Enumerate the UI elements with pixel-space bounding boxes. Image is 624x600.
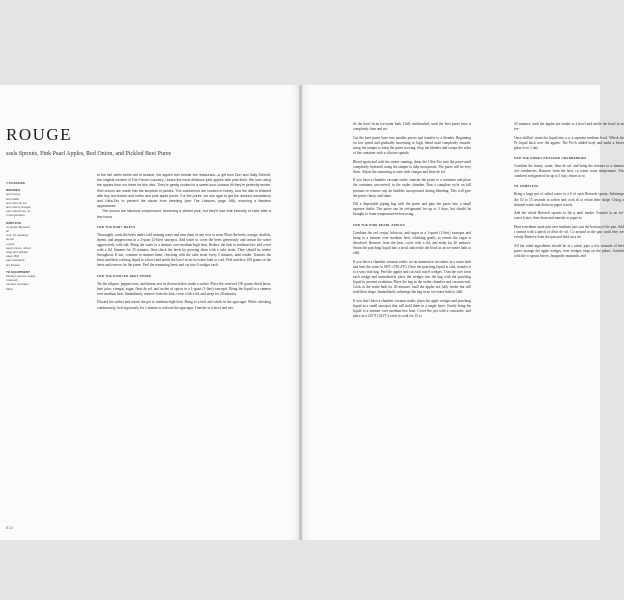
sidebar-ingredient: d oil, for sautéing <box>6 233 29 238</box>
sidebar-ingredient: ary flowers <box>6 262 20 267</box>
sidebar-heading: BERRIES <box>6 188 21 193</box>
sidebar-ingredient: ams sherry vinegar <box>6 205 31 210</box>
sidebar-heading: TE EQUIPMENT <box>6 269 31 274</box>
body-paragraph: If you have a chamber vacuum sealer, transfer the puree to a container and place the container, uncovered, in the sealer chamber. Run a complete cycle on full pressure to remove any air bubbles incorporated during blending. This will give the puree clarity and shine. <box>353 178 471 198</box>
left-page <box>0 85 300 540</box>
body-paragraph: Combine the red verjus, hibiscus, and sugar in a 1-quart (1-liter) saucepot and bring to a simmer over medium heat, whisking gently to ensure the sugar is dissolved. Remove from the heat, cover with a lid, and steep for 20 minutes. Strain the poaching liquid into a bowl and nestle the bowl in an ice-water bath to chill. <box>353 230 471 255</box>
page-folio: 8 10 <box>6 526 13 530</box>
sidebar-ingredient: rings and pickled <box>6 250 28 255</box>
body-paragraph: Fill a disposable piping bag with the puree and pipe the puree into a small squeeze bottle. The puree can be refrigerated for up to 2 days, but should be brought to room temperature before using. <box>353 202 471 217</box>
sidebar-ingredient: e juice <box>6 241 15 246</box>
body-paragraph: tle the bowl in an ice-water bath. Chill, undisturbed, until the beet puree base is completely firm and set. <box>353 122 471 132</box>
sidebar-ingredient: de sel <box>6 237 14 242</box>
intro-paragraph: In the fall, when beets are in season, the apples free beside the restaurant—a gift from Don and Sally Schmitt, the original owners of The French Laundry—bears the most delicious pink apples with pink flesh. We love using the apples from our trees for this dish. They're gently cooked in a sweet-sour cuisson till they're perfectly tender. Red onions are made into the simplest of pickles. The cranberries are cooked in honey, and the dish is finished with tiny red leaves and herbs and pink apple puree. For the puree, we use agar to get the desired consistency and Ultra-Tex to prevent the sauce from bleeding (see The Liaisons, page 198), ensuring a flawless appearance. <box>97 173 271 209</box>
body-paragraph: Blend again and with the motor running, shear the Ultra-Tex into the puree until completely hydrated, using the tamper to help incorporate. The puree will be very thick. Adjust the seasoning to taste with vinegar and fleur de sel. <box>353 159 471 174</box>
body-paragraph: If you don't have a chamber vacuum sealer, place the apple wedges and poaching liquid in a small saucepot that will hold them in a single layer. Gently bring the liquid to a simmer over medium-low heat. Cover the pot with a cartouche, and place in a 325°F (163°C) oven to cook for 15 to <box>353 298 471 318</box>
left-body-column <box>97 173 271 314</box>
body-paragraph: All the salad ingredients should be at r salad, pipe a few mounds of beet puree arrange the apple wedges, beet wedges rings on the plates. Garnish with the w sprout leaves, burgundy amaranth, and <box>514 243 624 258</box>
sidebar-ingredient: hamber vacuum sealer <box>6 274 36 279</box>
recipe-subtitle: ssels Sprouts, Pink Pearl Apples, Red Onion, and Pickled Beet Puree <box>6 151 172 157</box>
sidebar-ingredient: m temperature <box>6 213 25 218</box>
body-paragraph: Bring a large pot of salted water to a b of each Brussels sprout. Submerge the 10 to 15 seconds to soften and cook th to retain their shape. Using a skimme water and drain on paper towels. <box>514 192 624 207</box>
body-paragraph: Discard the sachet and return the pot to medium-high heat. Bring to a boil and whisk in the agar-agar. While whisking continuously, boil vigorously for 1 minute to activate the agar-agar. Transfer to a bowl and nes- <box>97 300 271 310</box>
sidebar-ingredient: esh cranberries, at <box>6 209 30 214</box>
body-paragraph: Thoroughly wash the beets under cold running water and trim them of any root or stem. Place the beets, orange, shallots, thyme, and peppercorns in a 2-quart (2-liter) saucepot. Add water to cover the beets generously and season the water aggressively with salt. Bring the water to a simmer over medium-high heat. Reduce the heat to medium-low and cover with a lid. Simmer for 25 minutes, then check the beets by piercing them with a cake tester. They should be tender throughout. If not, continue to simmer them, checking with the cake tester every 5 minutes, until tender. Transfer the beets and their cooking liquid to a bowl and nestle the bowl in an ice-water bath to cool. Peel and dice 100 grams of the beets and reserve for the puree. Peel the remaining beets and cut into 6 wedges each. <box>97 232 271 268</box>
body-paragraph: Tie the allspice, peppercorns, and lemon zest in cheesecloth to make a sachet. Place the reserved 100 grams diced beets, beet juice, vinegar, sugar, fleur de sel, and sachet of spices in a 1-quart (1-liter) saucepot. Bring the liquid to a simmer over medium heat. Immediately remove from the heat, cover with a lid, and steep for 20 minutes. <box>97 281 271 296</box>
body-paragraph: Combine the honey, water, fleur de sel, and bring the mixture to a simmer ove cranberries. Remove from the heat, co warm room temperature. The cranberri refrigerated for up to 1 day; return to ro <box>514 164 624 179</box>
recipe-title: ROUGE <box>6 125 73 144</box>
sidebar-ingredient: ams honey <box>6 192 21 197</box>
section-heading: FOR THE PICKLED BEET PUREE <box>97 273 152 278</box>
sidebar-ingredient: pearl onions, sliced <box>6 245 31 250</box>
sidebar-ingredient: ams fleur de sel <box>6 200 27 205</box>
sidebar-ingredient: ealy amaranth <box>6 258 25 263</box>
ingredient-sidebar <box>6 178 44 291</box>
body-paragraph: Add the whole Brussels sprouts to the p until tender. Transfer to an ice-water b utes, then drain and transfer to paper to <box>514 211 624 221</box>
intro-paragraph: The onions are fabulous compressed, becoming a vibrant pink, but they'll lose that intensity of color after a few hours. <box>97 209 271 219</box>
sidebar-ingredient: bath) <box>6 286 13 291</box>
sidebar-ingredient: sh <box>6 229 10 234</box>
body-paragraph: If you have a chamber vacuum sealer, set an immersion circulator in a water bath and heat the water to 88°C (190.4°F). Once the poaching liquid is cold, transfer it to a sous vide bag. Peel the apples and cut each into 8 wedges. Trim the core from each wedge and immediately place the wedges into the bag with the poaching liquid to prevent oxidation. Place the bag in the sealer chamber and vacuum seal. Cook in the water bath for 20 minutes, until the apples are fully tender but still hold their shape. Immediately submerge the bag in an ice-water bath to chill. <box>353 259 471 295</box>
sidebar-ingredient: mersion circulator <box>6 282 29 287</box>
body-paragraph: Heat a medium sauté pan over medium just coat the bottom of the pan. Add t season with a pinch of fleur de sel. Co around in the pan, until they are evenly Remove from the pan and hold on a tra <box>514 224 624 240</box>
section-heading: FOR THE PINK PEARL APPLES <box>353 222 405 227</box>
sidebar-ingredient: ams water <box>6 196 20 201</box>
sidebar-heading: OMPLETE <box>6 220 22 225</box>
body-paragraph: 20 minutes, until the apples are tender to a bowl and nestle the bowl in an ice- <box>514 122 624 132</box>
body-paragraph: Once chilled, strain the liquid into a w a separate medium bowl. Whisk the Pe liquid back over the apples. The Pre-b added body and make a better glaze fo to 1 day. <box>514 135 624 150</box>
section-heading: TO COMPLETE <box>514 184 539 189</box>
sidebar-ingredient: ny purple Brussels <box>6 224 30 229</box>
section-heading: FOR THE RUBY BEETS <box>97 224 136 229</box>
left-sections <box>97 225 271 311</box>
body-paragraph: Cut the beet puree base into smaller pieces and transfer to a blender. Beginning on low speed and gradually increasing to high, blend until completely smooth, using the tamper to keep the puree moving. Stop the blender and scrape the sides of the container with a silicone spatula. <box>353 135 471 155</box>
sidebar-ingredient: page 184) <box>6 254 20 259</box>
section-heading: FOR THE HONEY-POACHED CRANBERRIES <box>514 155 587 160</box>
right-column-a <box>353 122 471 323</box>
right-column-b <box>514 122 624 262</box>
recipe-intro <box>97 173 271 220</box>
right-page <box>302 85 624 540</box>
sidebar-ingredient: (manual) <box>6 278 18 283</box>
sidebar-heading: Y-POACHED <box>6 181 25 185</box>
